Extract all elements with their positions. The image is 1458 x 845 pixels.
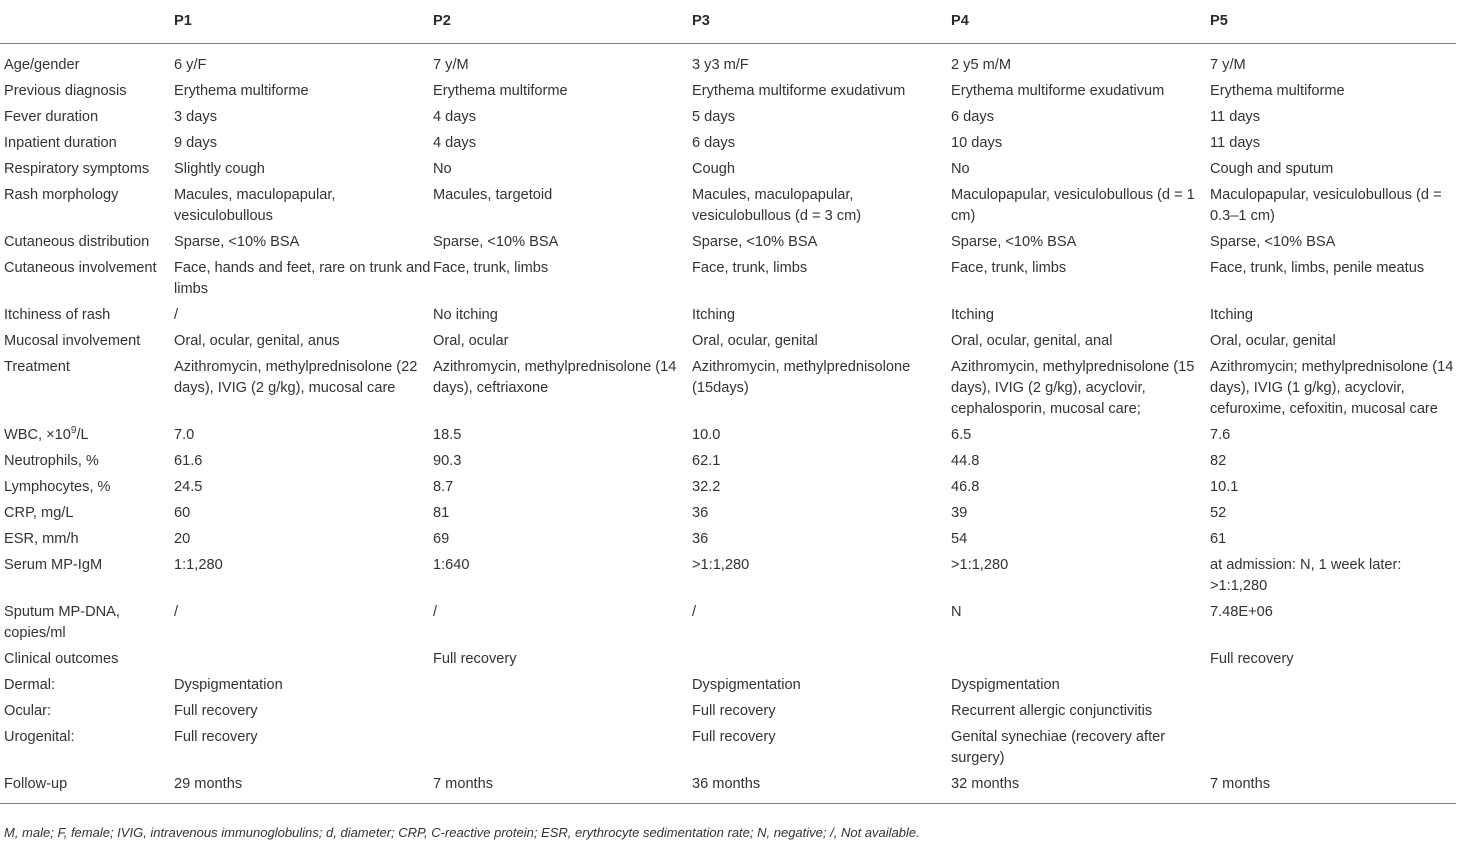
table-cell: 54: [951, 531, 968, 547]
table-cell: 18.5: [433, 427, 462, 443]
table-cell: [692, 646, 951, 672]
table-cell: 20: [174, 531, 191, 547]
table-cell: [174, 646, 433, 672]
table-cell: [1210, 724, 1456, 771]
table-cell: [433, 672, 692, 698]
header-row: [0, 0, 1456, 44]
row-label: Cutaneous involvement: [4, 260, 157, 276]
wbc-label-prefix: WBC, ×10: [4, 427, 71, 443]
table-cell: Maculopapular, vesiculobullous (d = 1 cm): [951, 187, 1195, 224]
table-cell: 4 days: [433, 135, 476, 151]
table-cell: 44.8: [951, 453, 980, 469]
table-cell: [433, 724, 692, 771]
table-cell: Sparse, <10% BSA: [692, 234, 818, 250]
table-cell: 81: [433, 505, 450, 521]
row-label: Rash morphology: [4, 187, 119, 203]
table-cell: 32 months: [951, 771, 1210, 804]
table-cell: 10.0: [692, 427, 721, 443]
table-cell: 7 y/M: [1210, 57, 1246, 73]
table-cell: Full recovery: [692, 703, 776, 719]
table-row: [0, 328, 1456, 354]
table-cell: 52: [1210, 505, 1227, 521]
table-row: [0, 78, 1456, 104]
table-row: [0, 698, 1456, 724]
table-row: [0, 422, 1456, 448]
table-cell: Full recovery: [1210, 651, 1294, 667]
table-cell: 6 days: [692, 135, 735, 151]
row-label: Serum MP-IgM: [4, 557, 103, 573]
row-label: Fever duration: [4, 109, 99, 125]
row-label: CRP, mg/L: [4, 505, 74, 521]
header-cell: P4: [951, 0, 1210, 44]
table-cell: 1:640: [433, 557, 470, 573]
table-cell: Dyspigmentation: [692, 677, 801, 693]
table-cell: Face, hands and feet, rare on trunk and limbs: [174, 260, 431, 297]
table-cell: Maculopapular, vesiculobullous (d = 0.3–1 cm): [1210, 187, 1442, 224]
table-row: [0, 552, 1456, 599]
table-cell: 2 y5 m/M: [951, 57, 1012, 73]
table-row: [0, 448, 1456, 474]
table-cell: Slightly cough: [174, 161, 265, 177]
table-cell: 60: [174, 505, 191, 521]
table-cell: 61: [1210, 531, 1227, 547]
table-row: [0, 156, 1456, 182]
row-label: Dermal:: [4, 677, 56, 693]
table-cell: Erythema multiforme: [174, 83, 309, 99]
table-cell: 3 days: [174, 109, 217, 125]
row-label: Mucosal involvement: [4, 333, 141, 349]
table-cell: 6 days: [951, 109, 994, 125]
header-cell: [0, 0, 174, 44]
table-cell: 7 months: [433, 771, 692, 804]
table-cell: /: [174, 307, 179, 323]
table-cell: Genital synechiae (recovery after surgery): [951, 729, 1166, 766]
row-label: Age/gender: [4, 57, 80, 73]
table-cell: 6.5: [951, 427, 972, 443]
table-row: [0, 44, 1456, 79]
table-cell: [433, 698, 692, 724]
table-cell: at admission: N, 1 week later: >1:1,280: [1210, 557, 1402, 594]
table-cell: Itching: [692, 307, 735, 323]
table-cell: Cough: [692, 161, 736, 177]
table-cell: 11 days: [1210, 135, 1261, 151]
row-label: Follow-up: [0, 771, 174, 804]
row-label: ESR, mm/h: [4, 531, 79, 547]
wbc-label-suffix: /L: [76, 427, 89, 443]
table-cell: >1:1,280: [951, 557, 1009, 573]
table-cell: [1210, 672, 1456, 698]
table-cell: Recurrent allergic conjunctivitis: [951, 703, 1153, 719]
header-cell: P5: [1210, 0, 1456, 44]
table-cell: 9 days: [174, 135, 217, 151]
table-cell: Oral, ocular, genital: [1210, 333, 1336, 349]
row-label: Neutrophils, %: [4, 453, 99, 469]
table-cell: Face, trunk, limbs: [692, 260, 808, 276]
table-cell: Dyspigmentation: [174, 677, 283, 693]
table-cell: 36: [692, 531, 709, 547]
table-row: [0, 500, 1456, 526]
table-cell: Itching: [1210, 307, 1253, 323]
table-cell: Face, trunk, limbs: [951, 260, 1067, 276]
table-cell: Sparse, <10% BSA: [174, 234, 300, 250]
table-row: [0, 354, 1456, 422]
table-cell: 90.3: [433, 453, 462, 469]
table-cell: 5 days: [692, 109, 735, 125]
table-cell: 7 months: [1210, 771, 1456, 804]
table-cell: 29 months: [174, 771, 433, 804]
table-cell: Erythema multiforme: [433, 83, 568, 99]
table-cell: Full recovery: [174, 703, 258, 719]
table-cell: N: [951, 604, 962, 620]
table-row: [0, 130, 1456, 156]
table-cell: Azithromycin; methylprednisolone (14 days), IVIG (1 g/kg), acyclovir, cefuroxime, cefoxitin, mucosal care: [1210, 359, 1454, 417]
table-cell: [951, 646, 1210, 672]
row-label: Urogenital:: [4, 729, 75, 745]
table-cell: 24.5: [174, 479, 203, 495]
table-footnote: M, male; F, female; IVIG, intravenous immunoglobulins; d, diameter; CRP, C-reactive protein; ESR, erythrocyte sedimentation rate; N, negative; /, Not available.: [4, 825, 920, 840]
table-cell: /: [174, 604, 179, 620]
table-cell: /: [433, 604, 438, 620]
table-cell: 36 months: [692, 771, 951, 804]
wbc-label-exponent: 9: [70, 425, 77, 437]
row-label: Cutaneous distribution: [4, 234, 150, 250]
table-cell: Erythema multiforme exudativum: [692, 83, 906, 99]
table-cell: 32.2: [692, 479, 721, 495]
table-row: [0, 302, 1456, 328]
table-cell: Erythema multiforme exudativum: [951, 83, 1165, 99]
row-label: Inpatient duration: [4, 135, 117, 151]
table-cell: 46.8: [951, 479, 980, 495]
table-cell: Sparse, <10% BSA: [1210, 234, 1336, 250]
table-cell: 10.1: [1210, 479, 1239, 495]
table-cell: 1:1,280: [174, 557, 223, 573]
table-cell: Oral, ocular, genital, anus: [174, 333, 340, 349]
row-label: Sputum MP-DNA, copies/ml: [4, 604, 120, 641]
table-cell: Macules, targetoid: [433, 187, 553, 203]
table-cell: Oral, ocular, genital: [692, 333, 818, 349]
table-cell: 7.48E+06: [1210, 604, 1273, 620]
table-cell: /: [692, 604, 697, 620]
header-cell: P2: [433, 0, 692, 44]
table-cell: 8.7: [433, 479, 454, 495]
table-row: [0, 474, 1456, 500]
row-label: Previous diagnosis: [4, 83, 127, 99]
table-cell: 6 y/F: [174, 57, 207, 73]
table-row: [0, 646, 1456, 672]
table-cell: Dyspigmentation: [951, 677, 1060, 693]
row-label: Itchiness of rash: [4, 307, 111, 323]
table-cell: No: [951, 161, 970, 177]
table-cell: [1210, 698, 1456, 724]
table-row: [0, 672, 1456, 698]
row-label: Treatment: [4, 359, 70, 375]
table-cell: 7.0: [174, 427, 195, 443]
table-cell: 61.6: [174, 453, 203, 469]
table-row: [0, 255, 1456, 302]
table-cell: 4 days: [433, 109, 476, 125]
table-cell: Face, trunk, limbs: [433, 260, 549, 276]
table-cell: 36: [692, 505, 709, 521]
table-cell: 7 y/M: [433, 57, 469, 73]
table-cell: 10 days: [951, 135, 1003, 151]
header-cell: P1: [174, 0, 433, 44]
table-row: [0, 599, 1456, 646]
table-cell: Sparse, <10% BSA: [951, 234, 1077, 250]
table-row: [0, 724, 1456, 771]
row-label: Ocular:: [4, 703, 52, 719]
table-cell: Itching: [951, 307, 994, 323]
table-cell: Sparse, <10% BSA: [433, 234, 559, 250]
table-cell: Full recovery: [174, 729, 258, 745]
row-label-wbc: [0, 422, 174, 448]
table-cell: Cough and sputum: [1210, 161, 1334, 177]
table-cell: 82: [1210, 453, 1227, 469]
table-cell: 62.1: [692, 453, 721, 469]
table-row: [0, 771, 1456, 804]
table-cell: Azithromycin, methylprednisolone (15days): [692, 359, 911, 396]
table-cell: Oral, ocular, genital, anal: [951, 333, 1113, 349]
table-cell: Erythema multiforme: [1210, 83, 1345, 99]
table-row: [0, 229, 1456, 255]
table-cell: Macules, maculopapular, vesiculobullous: [174, 187, 336, 224]
table-cell: Macules, maculopapular, vesiculobullous (d = 3 cm): [692, 187, 862, 224]
table-row: [0, 526, 1456, 552]
table-cell: Full recovery: [692, 729, 776, 745]
table-cell: 69: [433, 531, 450, 547]
table-cell: Face, trunk, limbs, penile meatus: [1210, 260, 1425, 276]
table-cell: Full recovery: [433, 651, 517, 667]
table-cell: No itching: [433, 307, 498, 323]
table-cell: Oral, ocular: [433, 333, 509, 349]
row-label: Clinical outcomes: [4, 651, 119, 667]
table-row: [0, 104, 1456, 130]
table-cell: Azithromycin, methylprednisolone (14 days), ceftriaxone: [433, 359, 677, 396]
table-cell: Azithromycin, methylprednisolone (22 days), IVIG (2 g/kg), mucosal care: [174, 359, 418, 396]
table-cell: 39: [951, 505, 968, 521]
table-cell: Azithromycin, methylprednisolone (15 days), IVIG (2 g/kg), acyclovir, cephalosporin, mucosal care;: [951, 359, 1195, 417]
table-cell: >1:1,280: [692, 557, 750, 573]
row-label: Respiratory symptoms: [4, 161, 150, 177]
header-cell: P3: [692, 0, 951, 44]
table-cell: 11 days: [1210, 109, 1261, 125]
table-row: [0, 182, 1456, 229]
table-cell: No: [433, 161, 452, 177]
table-cell: 7.6: [1210, 427, 1231, 443]
row-label: Lymphocytes, %: [4, 479, 111, 495]
table-cell: 3 y3 m/F: [692, 57, 749, 73]
